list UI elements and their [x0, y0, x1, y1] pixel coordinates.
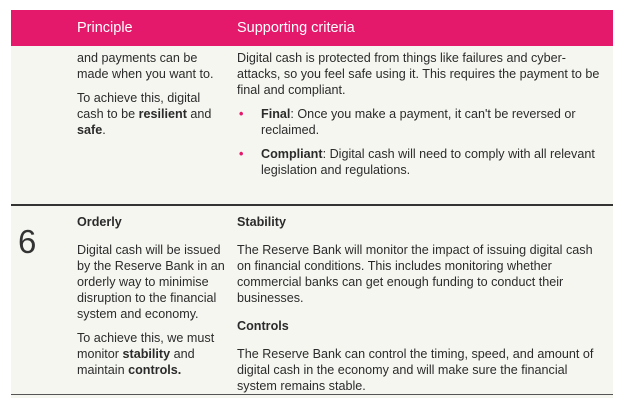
prev-principle-text: and payments can be made when you want to.	[77, 51, 214, 81]
orderly-title: Orderly	[77, 215, 122, 229]
prev-principle-achieve: To achieve this, digital cash to be resilient and safe.	[77, 91, 212, 137]
safe-term: safe	[77, 123, 103, 137]
bullet-dot: •	[239, 147, 244, 161]
prev-principle-cell	[77, 50, 227, 146]
table-bottom-rule	[11, 394, 613, 395]
criteria-bullet-list	[237, 106, 609, 178]
prev-criteria-cell	[237, 50, 609, 186]
orderly-criteria-cell	[237, 214, 609, 402]
stability-heading: Stability	[237, 215, 286, 229]
orderly-principle-cell	[77, 214, 227, 386]
header-principle: Principle	[77, 20, 133, 36]
principles-table	[11, 10, 613, 398]
orderly-description: Digital cash will be issued by the Reserve Bank in an orderly way to minimise disruption to the financial system and economy.	[77, 243, 225, 321]
bullet-compliant: • Compliant: Digital cash will need to comply with all relevant legislation and regulations.	[239, 147, 595, 177]
prev-criteria-intro: Digital cash is protected from things like failures and cyber-attacks, so you feel safe using it. This requires the payment to be final and compliant.	[237, 51, 600, 97]
orderly-achieve: To achieve this, we must monitor stability and maintain controls.	[77, 331, 215, 377]
principle-number: 6	[18, 223, 37, 260]
stability-term: stability	[122, 347, 171, 361]
controls-text: The Reserve Bank can control the timing, speed, and amount of digital cash in the economy and will make sure the financial system remains stable.	[237, 347, 594, 393]
bullet-dot: •	[239, 107, 244, 121]
bullet-final: • Final: Once you make a payment, it can't be reversed or reclaimed.	[239, 107, 576, 137]
controls-heading: Controls	[237, 319, 289, 333]
table-header	[11, 10, 613, 46]
stability-text: The Reserve Bank will monitor the impact of issuing digital cash on financial conditions. This includes monitoring whether commercial banks can get enough funding to conduct their businesses.	[237, 243, 593, 305]
controls-term: controls.	[128, 363, 182, 377]
resilient-term: resilient	[138, 107, 187, 121]
row-divider	[11, 204, 613, 206]
header-supporting-criteria: Supporting criteria	[237, 20, 355, 36]
